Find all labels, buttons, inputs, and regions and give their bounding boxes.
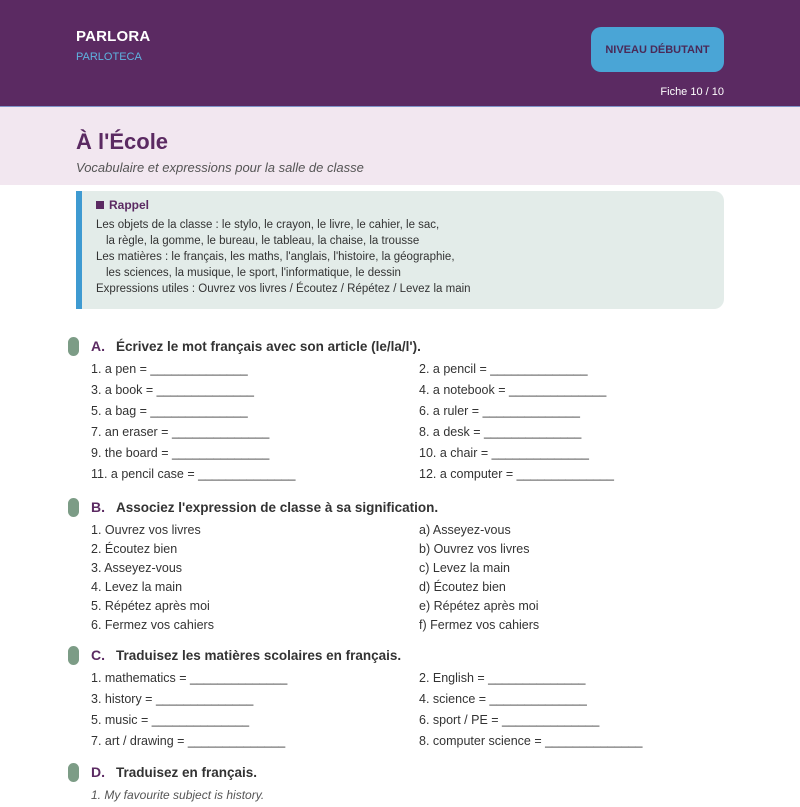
exercise-row [68, 786, 728, 807]
exercise-item: 9. the board = ______________ [91, 446, 270, 460]
exercise-item: 10. a chair = ______________ [419, 446, 589, 460]
section-marker-icon [68, 646, 79, 665]
matching-row [68, 578, 728, 597]
matching-row [68, 559, 728, 578]
meaning-item: b) Ouvrez vos livres [419, 542, 530, 556]
page-title: À l'École [76, 129, 169, 154]
rappel-line: Les matières : le français, les maths, l'anglais, l'histoire, la géographie, [96, 251, 455, 263]
exercise-item: 11. a pencil case = ______________ [91, 467, 296, 481]
square-bullet-icon [96, 201, 104, 209]
section-c [68, 645, 728, 753]
page-counter: Fiche 10 / 10 [660, 86, 724, 98]
rappel-line: la règle, la gomme, le bureau, le tableau, la chaise, la trousse [106, 235, 420, 247]
exercise-item: 3. a book = ______________ [91, 383, 255, 397]
matching-row [68, 521, 728, 540]
section-d [68, 762, 728, 807]
exercise-item: 6. a ruler = ______________ [419, 404, 580, 418]
section-letter: D. [91, 764, 105, 780]
rappel-line: les sciences, la musique, le sport, l'informatique, le dessin [106, 267, 401, 279]
exercise-item: 2. English = ______________ [419, 671, 586, 685]
rappel-heading-label: Rappel [109, 198, 150, 212]
section-a-header [68, 336, 728, 356]
section-marker-icon [68, 763, 79, 782]
exercise-item: 8. computer science = ______________ [419, 734, 643, 748]
brand-subtitle: PARLOTECA [76, 51, 142, 63]
meaning-item: d) Écoutez bien [419, 580, 506, 594]
expression-item: 2. Écoutez bien [91, 542, 178, 556]
rappel-line: Expressions utiles : Ouvrez vos livres / Écoutez / Répétez / Levez la main [96, 283, 471, 295]
rappel-heading [96, 198, 724, 212]
expression-item: 3. Asseyez-vous [91, 561, 183, 575]
exercise-item: 4. a notebook = ______________ [419, 383, 607, 397]
expression-item: 5. Répétez après moi [91, 599, 210, 613]
exercise-row [68, 711, 728, 732]
section-title: Associez l'expression de classe à sa signification. [116, 499, 439, 515]
exercise-item: 1. My favourite subject is history. [91, 788, 265, 802]
expression-item: 6. Fermez vos cahiers [91, 618, 214, 632]
exercise-row [68, 732, 728, 753]
matching-row [68, 616, 728, 635]
exercise-row [68, 690, 728, 711]
exercise-item: 6. sport / PE = ______________ [419, 713, 600, 727]
section-a [68, 336, 728, 486]
section-title: Traduisez en français. [116, 764, 258, 780]
header-band [0, 0, 800, 106]
exercise-row [68, 402, 728, 423]
exercise-row [68, 444, 728, 465]
section-marker-icon [68, 498, 79, 517]
exercise-item: 7. an eraser = ______________ [91, 425, 270, 439]
meaning-item: f) Fermez vos cahiers [419, 618, 540, 632]
section-c-header [68, 645, 728, 665]
section-d-header [68, 762, 728, 782]
exercise-item: 12. a computer = ______________ [419, 467, 614, 481]
meaning-item: c) Levez la main [419, 561, 511, 575]
section-letter: B. [91, 499, 105, 515]
section-marker-icon [68, 337, 79, 356]
section-b [68, 497, 728, 635]
exercise-row [68, 669, 728, 690]
expression-item: 4. Levez la main [91, 580, 183, 594]
exercise-row [68, 381, 728, 402]
exercise-item: 4. science = ______________ [419, 692, 587, 706]
exercise-item: 8. a desk = ______________ [419, 425, 582, 439]
expression-item: 1. Ouvrez vos livres [91, 523, 201, 537]
exercise-item: 1. mathematics = ______________ [91, 671, 288, 685]
section-b-header [68, 497, 728, 517]
exercise-item: 5. a bag = ______________ [91, 404, 248, 418]
meaning-item: e) Répétez après moi [419, 599, 539, 613]
brand-name: PARLORA [76, 28, 151, 45]
matching-row [68, 597, 728, 616]
title-band [0, 106, 800, 185]
exercise-row [68, 423, 728, 444]
level-badge: NIVEAU DÉBUTANT [591, 27, 724, 72]
meaning-item: a) Asseyez-vous [419, 523, 511, 537]
rappel-box [76, 191, 724, 309]
section-letter: A. [91, 338, 105, 354]
exercise-item: 3. history = ______________ [91, 692, 254, 706]
exercise-item: 7. art / drawing = ______________ [91, 734, 286, 748]
section-title: Traduisez les matières scolaires en français. [116, 647, 402, 663]
section-title: Écrivez le mot français avec son article (le/la/l'). [116, 338, 421, 354]
page-subtitle: Vocabulaire et expressions pour la salle de classe [76, 160, 364, 175]
rappel-line: Les objets de la classe : le stylo, le crayon, le livre, le cahier, le sac, [96, 219, 440, 231]
exercise-row [68, 465, 728, 486]
matching-row [68, 540, 728, 559]
exercise-row [68, 360, 728, 381]
exercise-item: 5. music = ______________ [91, 713, 250, 727]
exercise-item: 2. a pencil = ______________ [419, 362, 588, 376]
section-letter: C. [91, 647, 105, 663]
exercise-item: 1. a pen = ______________ [91, 362, 248, 376]
